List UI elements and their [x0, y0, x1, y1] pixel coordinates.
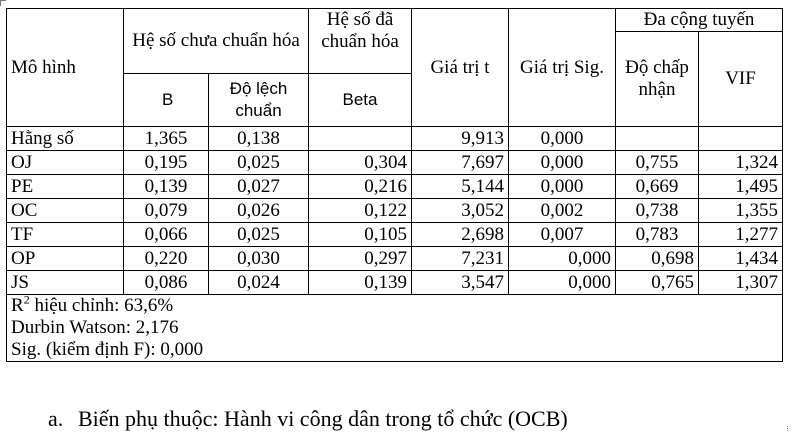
cell-std-error: 0,025	[209, 151, 309, 175]
row-label: JS	[7, 271, 124, 295]
col-header-t: Giá trị t	[412, 9, 509, 127]
cell-std-error: 0,026	[209, 199, 309, 223]
col-header-beta: Beta	[309, 74, 412, 127]
col-header-b: B	[124, 74, 209, 127]
r2-superscript: 2	[23, 292, 30, 307]
sig-f-test: Sig. (kiểm định F): 0,000	[11, 339, 204, 360]
cell-b: 0,079	[124, 199, 209, 223]
adjusted-r-squared	[11, 292, 778, 317]
cell-beta: 0,122	[309, 199, 412, 223]
col-header-standardized: Hệ số đã chuẩn hóa	[309, 9, 412, 74]
cell-t: 3,547	[412, 271, 509, 295]
cell-vif: 1,324	[699, 151, 783, 175]
footnote-marker: a.	[48, 406, 64, 431]
durbin-watson: Durbin Watson: 2,176	[11, 317, 179, 338]
cell-beta: 0,139	[309, 271, 412, 295]
cell-sig: 0,002	[509, 199, 616, 223]
summary-row	[7, 295, 783, 362]
row-label: OP	[7, 247, 124, 271]
cell-b: 1,365	[124, 127, 209, 151]
cell-sig: 0,000	[509, 127, 616, 151]
cell-tolerance: 0,765	[616, 271, 699, 295]
cell-b: 0,220	[124, 247, 209, 271]
table-row	[7, 175, 783, 199]
cell-b: 0,139	[124, 175, 209, 199]
table-row	[7, 271, 783, 295]
cell-vif: 1,495	[699, 175, 783, 199]
cell-sig: 0,000	[509, 247, 616, 271]
row-label: PE	[7, 175, 124, 199]
col-header-std-error: Độ lệch chuẩn	[209, 74, 309, 127]
cell-t: 9,913	[412, 127, 509, 151]
cell-beta: 0,105	[309, 223, 412, 247]
crop-mark-bottom-right	[787, 426, 793, 431]
col-header-sig: Giá trị Sig.	[509, 9, 616, 127]
cell-tolerance: 0,738	[616, 199, 699, 223]
cell-t: 3,052	[412, 199, 509, 223]
cell-tolerance	[616, 127, 699, 151]
col-header-collinearity: Đa cộng tuyến	[616, 9, 783, 32]
table-row	[7, 127, 783, 151]
cell-b: 0,195	[124, 151, 209, 175]
cell-beta: 0,216	[309, 175, 412, 199]
col-header-unstandardized: Hệ số chưa chuẩn hóa	[124, 9, 309, 74]
row-label: TF	[7, 223, 124, 247]
cell-sig: 0,007	[509, 223, 616, 247]
cell-b: 0,066	[124, 223, 209, 247]
cell-std-error: 0,027	[209, 175, 309, 199]
cell-sig: 0,000	[509, 271, 616, 295]
cell-std-error: 0,024	[209, 271, 309, 295]
cell-tolerance: 0,755	[616, 151, 699, 175]
regression-table	[6, 8, 783, 362]
model-summary	[7, 292, 783, 362]
cell-beta: 0,304	[309, 151, 412, 175]
cell-tolerance: 0,783	[616, 223, 699, 247]
cell-t: 2,698	[412, 223, 509, 247]
cell-tolerance: 0,698	[616, 247, 699, 271]
table-row	[7, 151, 783, 175]
cell-vif: 1,277	[699, 223, 783, 247]
cell-std-error: 0,030	[209, 247, 309, 271]
row-label: OJ	[7, 151, 124, 175]
row-label: OC	[7, 199, 124, 223]
cell-t: 7,697	[412, 151, 509, 175]
cell-vif: 1,355	[699, 199, 783, 223]
table-row	[7, 199, 783, 223]
cell-tolerance: 0,669	[616, 175, 699, 199]
cell-sig: 0,000	[509, 175, 616, 199]
col-header-model: Mô hình	[7, 9, 124, 127]
crop-mark-top-left	[0, 0, 6, 6]
cell-t: 5,144	[412, 175, 509, 199]
cell-vif: 1,434	[699, 247, 783, 271]
cell-vif	[699, 127, 783, 151]
row-label: Hằng số	[7, 127, 124, 151]
header-row-1	[7, 9, 783, 32]
cell-b: 0,086	[124, 271, 209, 295]
cell-vif: 1,307	[699, 271, 783, 295]
footnote	[48, 406, 568, 432]
cell-std-error: 0,138	[209, 127, 309, 151]
cell-t: 7,231	[412, 247, 509, 271]
r2-symbol: R	[11, 295, 24, 316]
footnote-text: Biến phụ thuộc: Hành vi công dân trong tổ chức (OCB)	[78, 406, 568, 431]
r2-text: hiệu chỉnh: 63,6%	[29, 295, 174, 316]
cell-std-error: 0,025	[209, 223, 309, 247]
table-row	[7, 247, 783, 271]
col-header-vif: VIF	[699, 32, 783, 127]
table-row	[7, 223, 783, 247]
col-header-tolerance: Độ chấp nhận	[616, 32, 699, 127]
cell-sig: 0,000	[509, 151, 616, 175]
cell-beta: 0,297	[309, 247, 412, 271]
cell-beta	[309, 127, 412, 151]
